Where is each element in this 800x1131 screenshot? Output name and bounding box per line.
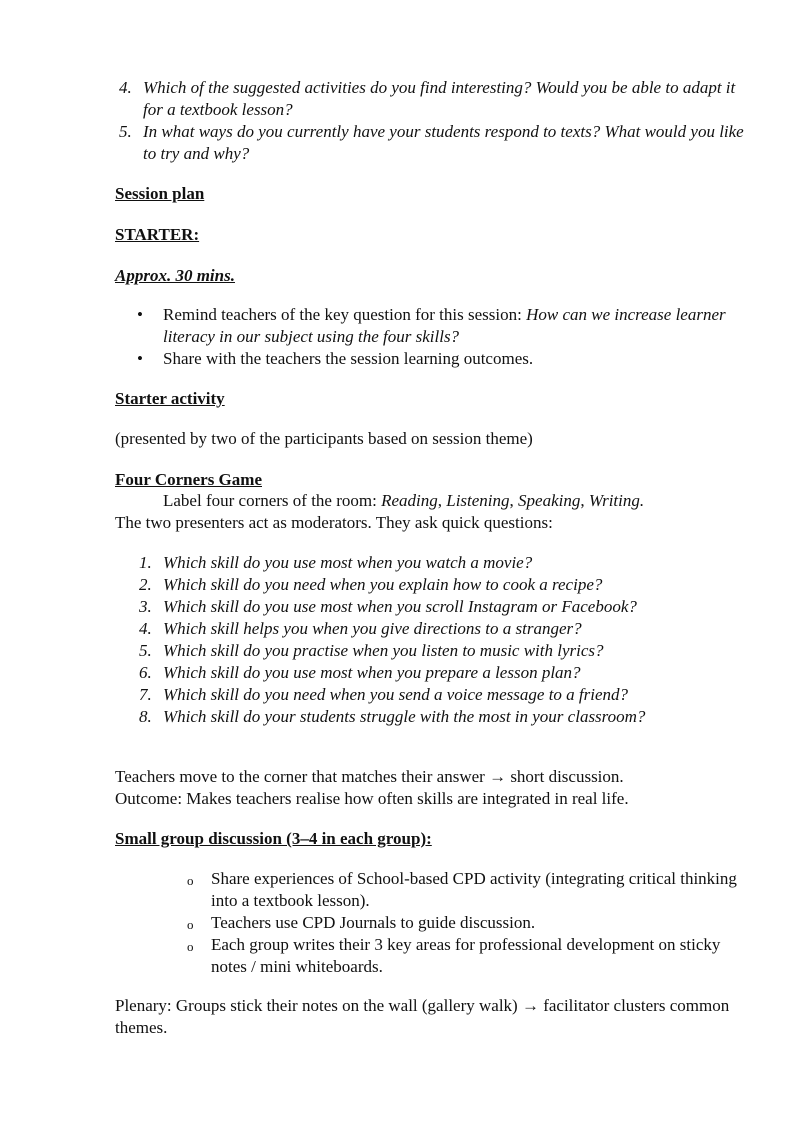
small-group-item: o Teachers use CPD Journals to guide discussion.: [115, 912, 745, 934]
session-plan-heading: Session plan: [115, 184, 205, 203]
reflection-question-list: [115, 77, 745, 165]
four-corners-move-line: Teachers move to the corner that matches their answer → short discussion.: [115, 767, 624, 786]
starter-bullet-list: [115, 304, 745, 370]
starter-bullet-1: • Remind teachers of the key question for this session: How can we increase learner literacy in our subject using the four skills?: [137, 305, 726, 346]
four-corners-question-list: [135, 552, 755, 728]
starter-activity-note: (presented by two of the participants based on session theme): [115, 429, 533, 448]
starter-bullet-2: • Share with the teachers the session learning outcomes.: [137, 349, 534, 368]
starter-activity-heading: Starter activity: [115, 389, 225, 408]
four-corners-moderators: The two presenters act as moderators. They ask quick questions:: [115, 513, 553, 532]
question-item: 4. Which skill helps you when you give directions to a stranger?: [139, 619, 582, 638]
plenary-paragraph: Plenary: Groups stick their notes on the wall (gallery walk) → facilitator clusters common themes.: [115, 996, 730, 1037]
question-item: 7. Which skill do you need when you send a voice message to a friend?: [139, 685, 629, 704]
circle-bullet-icon: o: [187, 917, 194, 932]
reflection-question-5: 5. In what ways do you currently have your students respond to texts? What would you like to try and why?: [119, 122, 744, 163]
four-corners-outcome-line: Outcome: Makes teachers realise how often skills are integrated in real life.: [115, 789, 629, 808]
small-group-heading: Small group discussion (3–4 in each group):: [115, 829, 432, 848]
question-item: 6. Which skill do you use most when you prepare a lesson plan?: [139, 663, 581, 682]
bullet-icon: •: [137, 305, 143, 324]
circle-bullet-icon: o: [187, 873, 194, 888]
four-corners-heading: Four Corners Game: [115, 470, 262, 489]
approx-time: Approx. 30 mins.: [115, 266, 235, 285]
bullet-icon: •: [137, 349, 143, 368]
reflection-question-4: 4. Which of the suggested activities do you find interesting? Would you be able to adapt it for a textbook lesson?: [119, 78, 736, 119]
starter-heading: STARTER:: [115, 225, 200, 244]
question-item: 8. Which skill do your students struggle with the most in your classroom?: [139, 707, 646, 726]
question-item: 2. Which skill do you need when you explain how to cook a recipe?: [139, 575, 603, 594]
small-group-list: [115, 868, 745, 978]
circle-bullet-icon: o: [187, 939, 194, 954]
small-group-item: o Each group writes their 3 key areas for professional development on sticky notes / mini whiteboards.: [187, 935, 721, 976]
small-group-item: o Share experiences of School-based CPD activity (integrating critical thinking into a textbook lesson).: [187, 869, 737, 910]
question-item: 3. Which skill do you use most when you scroll Instagram or Facebook?: [139, 597, 637, 616]
question-item: 5. Which skill do you practise when you listen to music with lyrics?: [139, 641, 604, 660]
question-item: 1. Which skill do you use most when you watch a movie?: [139, 553, 533, 572]
four-corners-label-line: Label four corners of the room: Reading, Listening, Speaking, Writing.: [163, 491, 645, 510]
